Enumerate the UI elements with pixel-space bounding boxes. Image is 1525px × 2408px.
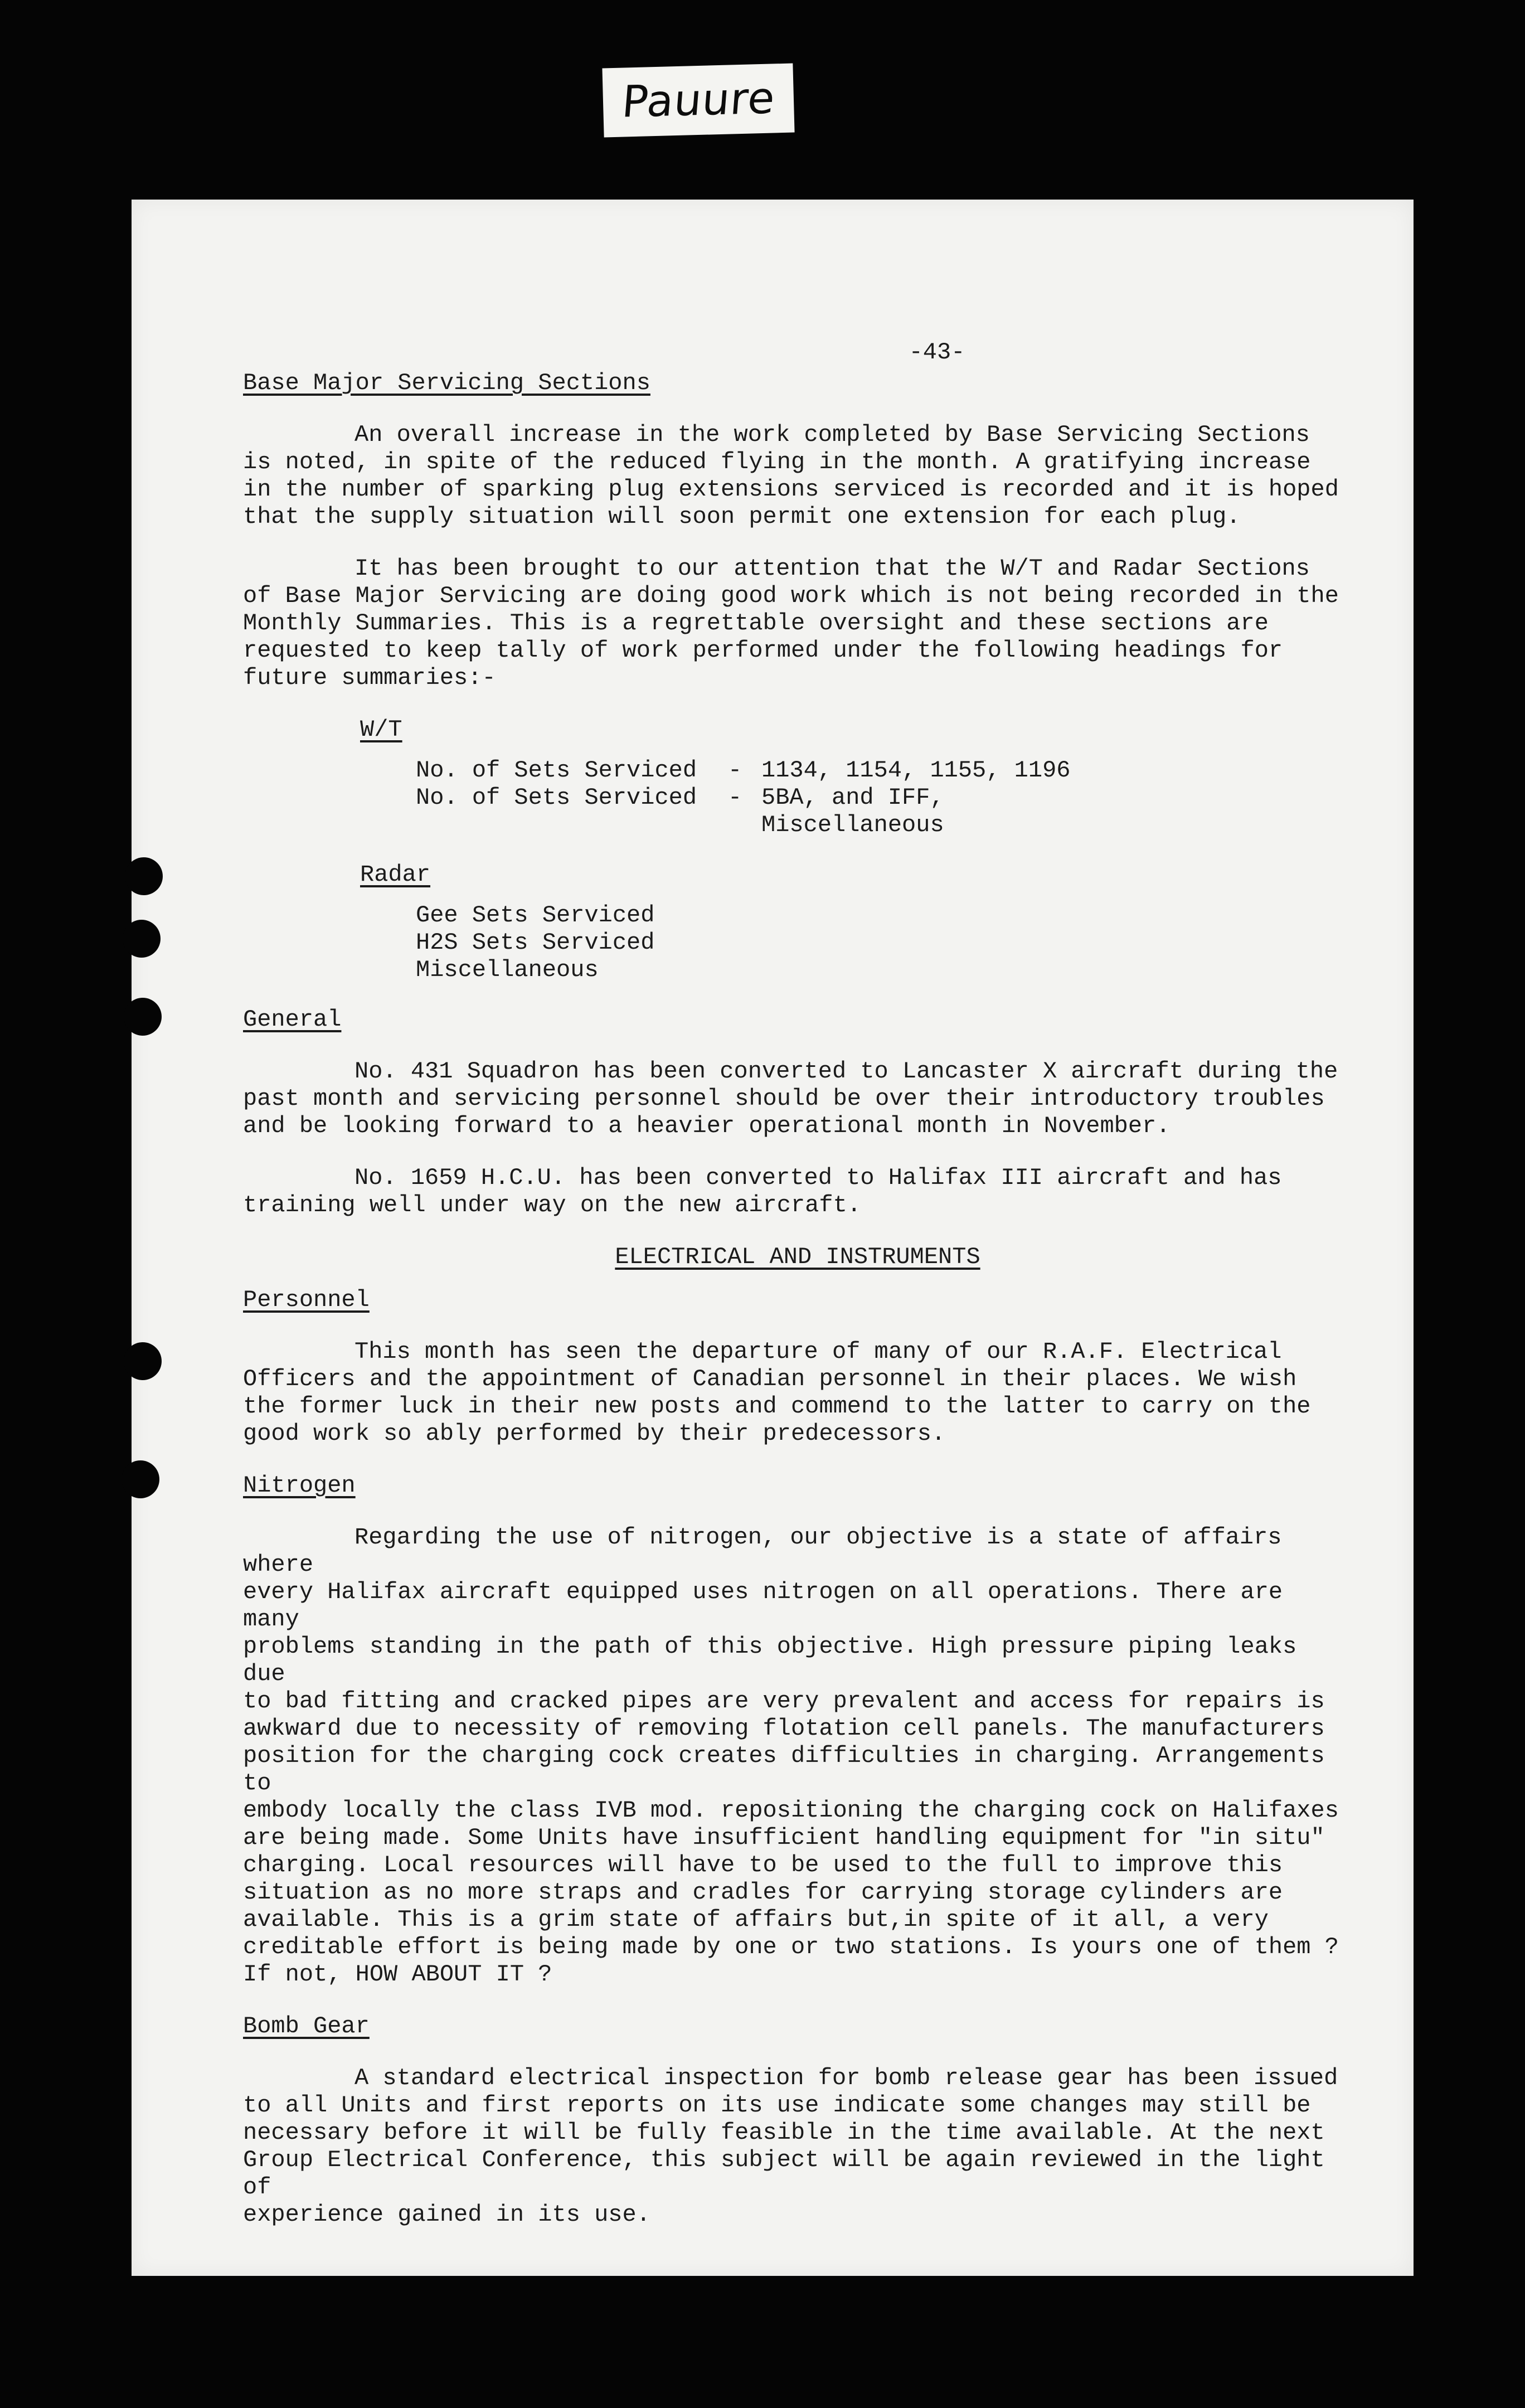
- wt-row-label: No. of Sets Serviced: [416, 757, 697, 784]
- paragraph: This month has seen the departure of many of our R.A.F. Electrical Officers and the appointment of Canadian personnel in their places. We wish the former luck in their new posts and commend to the latter to carry on the good work so ably performed by their predecessors.: [243, 1338, 1311, 1447]
- wt-row-value: 5BA, and IFF, Miscellaneous: [761, 784, 944, 838]
- list-item: Miscellaneous: [416, 957, 599, 983]
- section-heading-bomb-gear: Bomb Gear: [243, 2013, 370, 2040]
- handwritten-label: Pauure: [620, 73, 777, 128]
- list-item: H2S Sets Serviced: [416, 929, 655, 956]
- subheading-radar: Radar: [360, 861, 431, 888]
- section-heading-base-major: Base Major Servicing Sections: [243, 370, 650, 396]
- list-item: Gee Sets Serviced: [416, 902, 655, 929]
- paragraph: A standard electrical inspection for bomb release gear has been issued to all Units and first reports on its use indicate some changes may still be necessary before it will be fully feasible in the time available. At the next Group Electrical Conference, this subject will be again reviewed in the light of experience gained in its use.: [243, 2065, 1338, 2228]
- paragraph: An overall increase in the work completed by Base Servicing Sections is noted, in spite of the reduced flying in the month. A gratifying increase in the number of sparking plug extensions serviced is recorded and it is hoped that the supply situation will soon permit one extension for each plug.: [243, 421, 1339, 530]
- wt-row-dash: -: [728, 784, 742, 811]
- punch-hole-icon: [125, 857, 163, 895]
- subheading-wt: W/T: [360, 716, 402, 743]
- paragraph: No. 1659 H.C.U. has been converted to Halifax III aircraft and has training well under way on the new aircraft.: [243, 1164, 1282, 1218]
- handwritten-label-card: [602, 64, 794, 138]
- wt-row: [416, 784, 1352, 839]
- wt-row-dash: -: [728, 757, 742, 784]
- section-heading-general: General: [243, 1006, 342, 1033]
- document-body: [243, 339, 1352, 2253]
- document-page: [132, 200, 1414, 2276]
- punch-hole-icon: [123, 920, 161, 958]
- wt-row-value: 1134, 1154, 1155, 1196: [761, 757, 1071, 784]
- wt-row: [416, 757, 1352, 784]
- section-heading-personnel: Personnel: [243, 1286, 370, 1313]
- section-heading-electrical: ELECTRICAL AND INSTRUMENTS: [615, 1244, 980, 1270]
- punch-hole-icon: [124, 1342, 162, 1380]
- paragraph: It has been brought to our attention that the W/T and Radar Sections of Base Major Servicing are doing good work which is not being recorded in the Monthly Summaries. This is a regrettable oversight and these sections are requested to keep tally of work performed under the following headings for future summaries:-: [243, 555, 1339, 691]
- section-heading-nitrogen: Nitrogen: [243, 1472, 356, 1499]
- punch-hole-icon: [122, 1460, 159, 1498]
- paragraph: No. 431 Squadron has been converted to Lancaster X aircraft during the past month and servicing personnel should be over their introductory troubles and be looking forward to a heavier operational month in November.: [243, 1058, 1338, 1139]
- paragraph: Regarding the use of nitrogen, our objective is a state of affairs where every Halifax aircraft equipped uses nitrogen on all operations. There are many problems standing in the path of this objective. High pressure piping leaks due to bad fitting and cracked pipes are very prevalent and access for repairs is awkward due to necessity of removing flotation cell panels. The manufacturers position for the charging cock creates difficulties in charging. Arrangements to embody locally the class IVB mod. repositioning the charging cock on Halifaxes are being made. Some Units have insufficient handling equipment for "in situ" charging. Local resources will have to be used to the full to improve this situation as no more straps and cradles for carrying storage cylinders are available. This is a grim state of affairs but,in spite of it all, a very creditable effort is being made by one or two stations. Is yours one of them ? If not, HOW ABOUT IT ?: [243, 1524, 1339, 1988]
- radar-list: [416, 902, 1352, 984]
- punch-hole-icon: [124, 998, 162, 1036]
- page-number: -43-: [909, 339, 965, 366]
- wt-row-label: No. of Sets Serviced: [416, 784, 697, 811]
